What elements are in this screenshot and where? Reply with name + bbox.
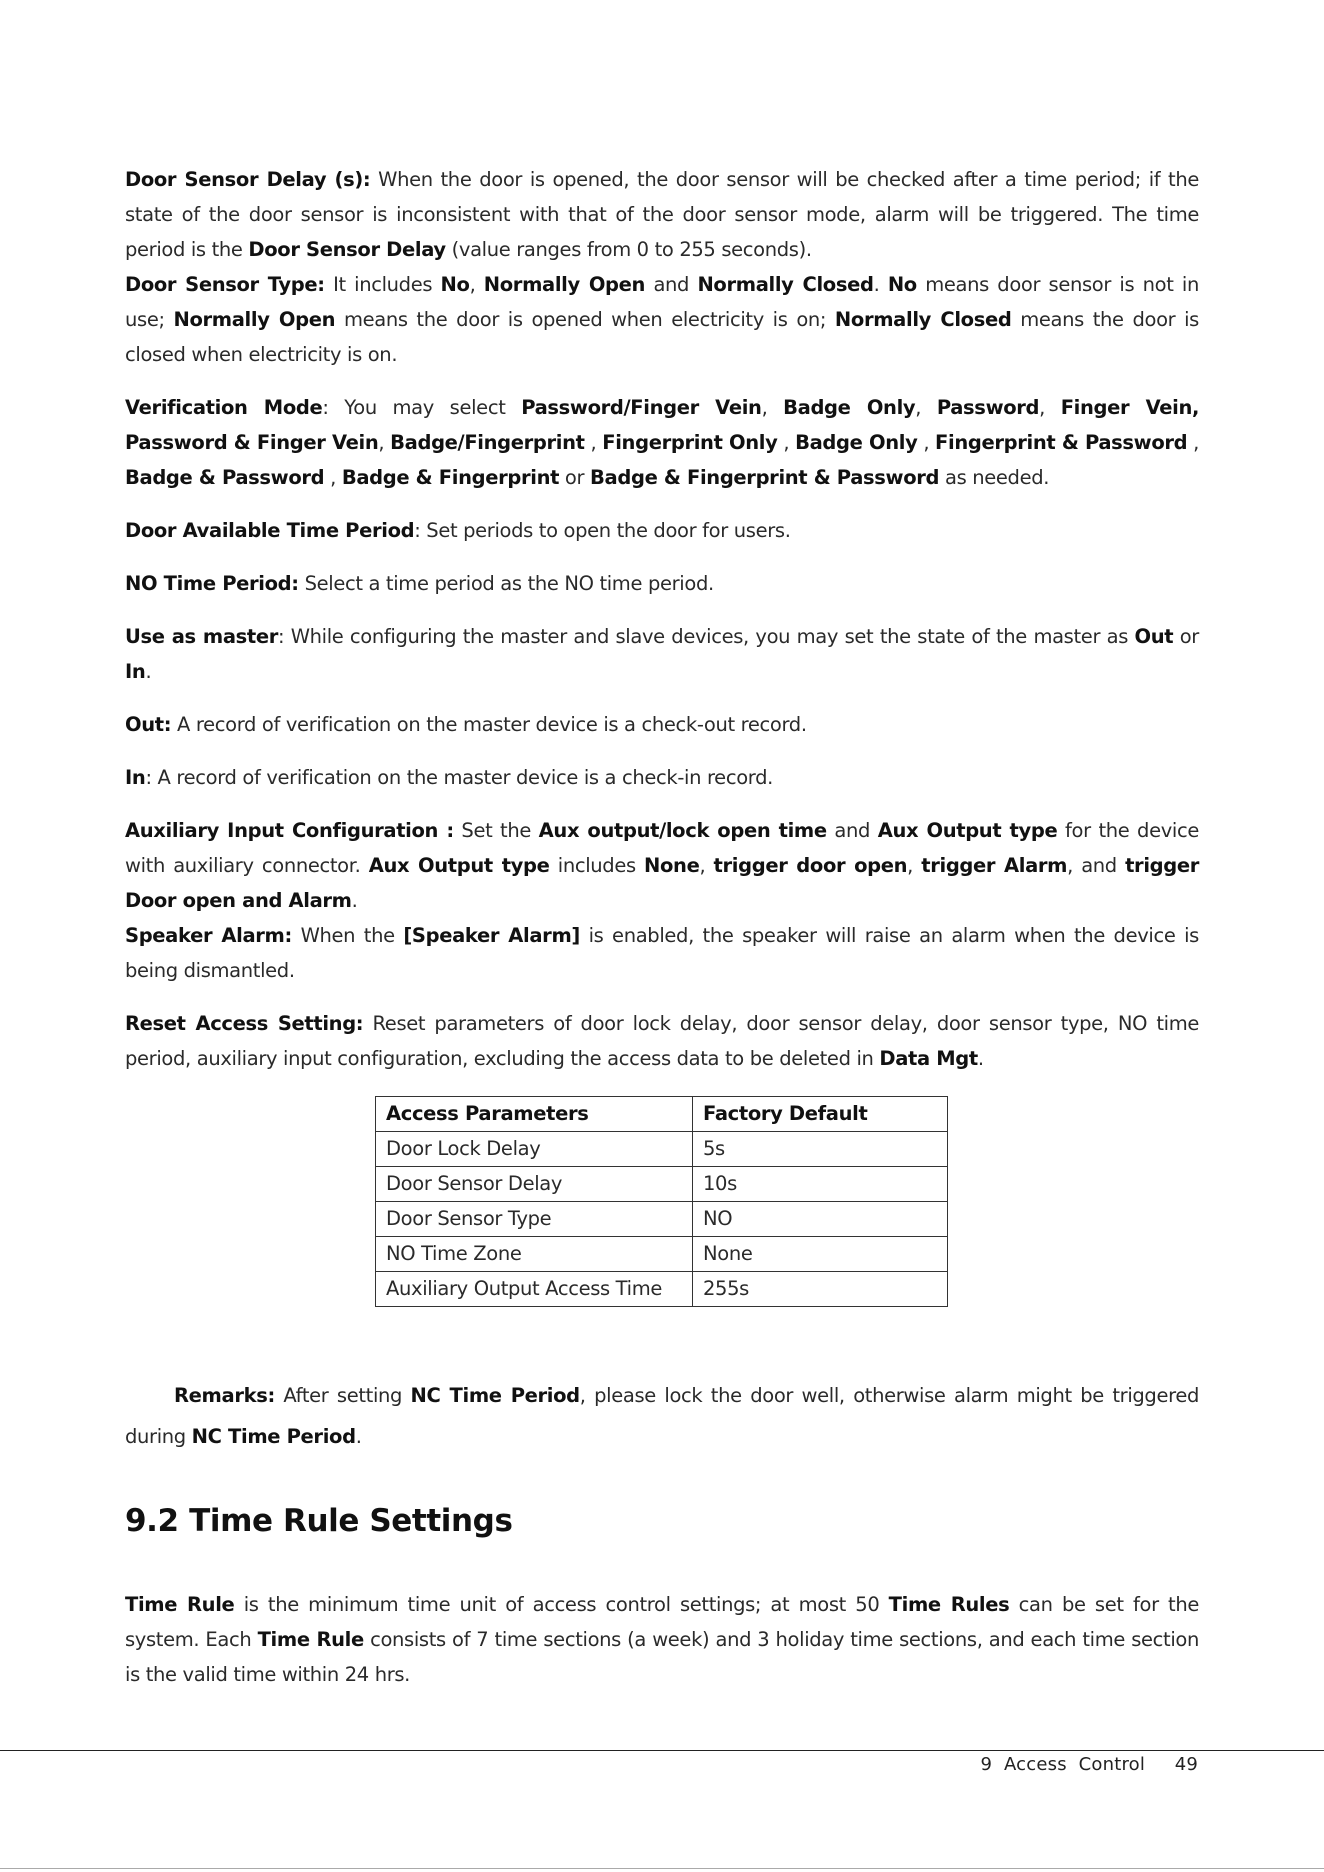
text-run: , please lock the door well, otherwise alarm might be triggered during bbox=[125, 1384, 1200, 1448]
paragraph bbox=[125, 760, 1199, 795]
bold-term: Finger Vein, Password & Finger Vein bbox=[125, 396, 1200, 454]
text-run: means the door is closed when electricity is on. bbox=[125, 308, 1199, 366]
text-run: , and bbox=[1067, 854, 1126, 877]
default-value-cell: 10s bbox=[693, 1167, 948, 1202]
parameter-cell: NO Time Zone bbox=[376, 1237, 693, 1272]
bold-term: Remarks: bbox=[174, 1384, 275, 1407]
text-run: Set the bbox=[453, 819, 539, 842]
default-value-cell: 5s bbox=[693, 1132, 948, 1167]
text-run: . bbox=[977, 1047, 984, 1070]
document-body bbox=[125, 162, 1199, 1692]
text-run: , bbox=[1039, 396, 1061, 419]
bold-term: Password/Finger Vein bbox=[521, 396, 762, 419]
table-header-cell: Factory Default bbox=[693, 1097, 948, 1132]
paragraph bbox=[125, 513, 1199, 548]
text-run: , bbox=[324, 466, 342, 489]
bold-term: trigger door open bbox=[713, 854, 908, 877]
text-run: means the door is opened when electricity is on; bbox=[335, 308, 835, 331]
remarks-paragraph bbox=[125, 1375, 1199, 1457]
default-value-cell: None bbox=[693, 1237, 948, 1272]
text-run: consists of 7 time sections (a week) and 3 holiday time sections, and each time section is the valid time within 24 hrs. bbox=[125, 1628, 1199, 1686]
table-header-cell: Access Parameters bbox=[376, 1097, 693, 1132]
bold-term: None bbox=[644, 854, 700, 877]
bold-term: Reset Access Setting: bbox=[125, 1012, 364, 1035]
footer-chapter: 9 Access Control bbox=[980, 1754, 1146, 1775]
table-header-row bbox=[376, 1097, 948, 1132]
text-run: When the bbox=[291, 924, 404, 947]
bold-term: Badge Only bbox=[783, 396, 916, 419]
text-run: : While configuring the master and slave devices, you may set the state of the master as bbox=[278, 625, 1135, 648]
paragraph bbox=[125, 1006, 1199, 1076]
paragraph bbox=[125, 390, 1199, 495]
text-run: and bbox=[826, 819, 878, 842]
bold-term: Out bbox=[1134, 625, 1174, 648]
bold-term: Fingerprint Only bbox=[602, 431, 778, 454]
bold-term: Normally Closed bbox=[834, 308, 1012, 331]
bold-term: NO Time Period: bbox=[125, 572, 299, 595]
text-run: . bbox=[355, 1425, 362, 1448]
bold-term: Badge & Fingerprint & Password bbox=[590, 466, 940, 489]
bold-term: Use as master bbox=[125, 625, 278, 648]
text-run: , bbox=[777, 431, 796, 454]
text-run: It includes bbox=[324, 273, 441, 296]
table-row bbox=[376, 1237, 948, 1272]
text-run: as needed. bbox=[939, 466, 1050, 489]
bold-term: trigger Door open and Alarm bbox=[125, 854, 1200, 912]
bold-term: Aux Output type bbox=[368, 854, 550, 877]
text-run: , bbox=[469, 273, 484, 296]
text-run: for the device with auxiliary connector. bbox=[125, 819, 1199, 877]
section-heading: 9.2 Time Rule Settings bbox=[125, 1503, 513, 1539]
parameter-cell: Door Sensor Delay bbox=[376, 1167, 693, 1202]
bold-term: Badge & Password bbox=[125, 466, 325, 489]
bold-term: Time Rule bbox=[257, 1628, 364, 1651]
bold-term: Verification Mode bbox=[125, 396, 323, 419]
paragraph bbox=[125, 813, 1199, 918]
text-run: or bbox=[1173, 625, 1199, 648]
bold-term: Time Rules bbox=[888, 1593, 1010, 1616]
text-run: is enabled, the speaker will raise an alarm when the device is being dismantled. bbox=[125, 924, 1199, 982]
page-bottom-edge bbox=[0, 1868, 1324, 1869]
paragraph bbox=[125, 162, 1199, 267]
text-run: Select a time period as the NO time period. bbox=[298, 572, 714, 595]
table-row bbox=[376, 1272, 948, 1307]
text-run: When the door is opened, the door sensor will be checked after a time period; if the state of the door sensor is inconsistent with that of the door sensor mode, alarm will be triggered. The time period is the bbox=[125, 168, 1199, 261]
bold-term: Data Mgt bbox=[879, 1047, 978, 1070]
paragraph bbox=[125, 619, 1199, 689]
text-run: , bbox=[907, 854, 922, 877]
text-run: , bbox=[761, 396, 784, 419]
bold-term: Speaker Alarm: bbox=[125, 924, 292, 947]
bold-term: NC Time Period bbox=[191, 1425, 356, 1448]
text-run: (value ranges from 0 to 255 seconds). bbox=[445, 238, 812, 261]
parameter-cell: Auxiliary Output Access Time bbox=[376, 1272, 693, 1307]
bold-term: Badge & Fingerprint bbox=[341, 466, 560, 489]
table-row bbox=[376, 1132, 948, 1167]
default-value-cell: 255s bbox=[693, 1272, 948, 1307]
bold-term: Normally Open bbox=[173, 308, 336, 331]
text-run: , bbox=[917, 431, 936, 454]
parameter-cell: Door Lock Delay bbox=[376, 1132, 693, 1167]
bold-term: Aux output/lock open time bbox=[538, 819, 827, 842]
text-run: Reset parameters of door lock delay, door sensor delay, door sensor type, NO time period, auxiliary input configuration, excluding the access data to be deleted in bbox=[125, 1012, 1199, 1070]
bold-term: Door Available Time Period bbox=[125, 519, 415, 542]
bold-term: No bbox=[440, 273, 470, 296]
paragraph bbox=[125, 267, 1199, 372]
table-row bbox=[376, 1202, 948, 1237]
paragraph bbox=[125, 918, 1199, 988]
bold-term: Door Sensor Type: bbox=[125, 273, 325, 296]
paragraph bbox=[125, 566, 1199, 601]
parameter-cell: Door Sensor Type bbox=[376, 1202, 693, 1237]
text-run: . bbox=[145, 660, 152, 683]
page-footer bbox=[980, 1752, 1198, 1778]
time-rule-paragraph bbox=[125, 1587, 1199, 1692]
text-run: , bbox=[915, 396, 937, 419]
bold-term: [Speaker Alarm] bbox=[403, 924, 580, 947]
bold-term: Aux Output type bbox=[877, 819, 1058, 842]
factory-defaults-table bbox=[375, 1096, 948, 1307]
text-run: : A record of verification on the master device is a check-in record. bbox=[145, 766, 773, 789]
bold-term: trigger Alarm bbox=[921, 854, 1068, 877]
page-number: 49 bbox=[1174, 1754, 1198, 1775]
bold-term: Password bbox=[936, 396, 1040, 419]
bold-term: Normally Closed bbox=[697, 273, 874, 296]
bold-term: NC Time Period bbox=[410, 1384, 580, 1407]
text-run: or bbox=[559, 466, 591, 489]
text-run: . bbox=[351, 889, 358, 912]
text-run: includes bbox=[549, 854, 645, 877]
default-value-cell: NO bbox=[693, 1202, 948, 1237]
text-run: , bbox=[584, 431, 603, 454]
bold-term: Out: bbox=[125, 713, 172, 736]
bold-term: In bbox=[125, 660, 146, 683]
bold-term: Auxiliary Input Configuration : bbox=[125, 819, 454, 842]
text-run: , bbox=[699, 854, 714, 877]
text-run: can be set for the system. Each bbox=[125, 1593, 1199, 1651]
bold-term: Badge Only bbox=[795, 431, 918, 454]
text-run: , bbox=[378, 431, 391, 454]
text-run: . bbox=[873, 273, 888, 296]
bold-term: Fingerprint & Password bbox=[935, 431, 1188, 454]
bold-term: Door Sensor Delay bbox=[248, 238, 446, 261]
table-body bbox=[376, 1132, 948, 1307]
text-run: means door sensor is not in use; bbox=[125, 273, 1199, 331]
table-row bbox=[376, 1167, 948, 1202]
text-run: , bbox=[1187, 431, 1200, 454]
footer-divider bbox=[0, 1750, 1324, 1751]
access-settings-descriptions bbox=[125, 162, 1199, 1076]
text-run: A record of verification on the master device is a check-out record. bbox=[171, 713, 807, 736]
text-run: and bbox=[645, 273, 698, 296]
bold-term: Badge/Fingerprint bbox=[390, 431, 585, 454]
text-run: : Set periods to open the door for users. bbox=[414, 519, 791, 542]
bold-term: Door Sensor Delay (s): bbox=[125, 168, 371, 191]
bold-term: Normally Open bbox=[483, 273, 646, 296]
bold-term: In bbox=[125, 766, 146, 789]
text-run: : You may select bbox=[322, 396, 522, 419]
bold-term: Time Rule bbox=[125, 1593, 235, 1616]
text-run: After setting bbox=[274, 1384, 411, 1407]
text-run: is the minimum time unit of access control settings; at most 50 bbox=[234, 1593, 889, 1616]
bold-term: No bbox=[887, 273, 917, 296]
paragraph bbox=[125, 707, 1199, 742]
